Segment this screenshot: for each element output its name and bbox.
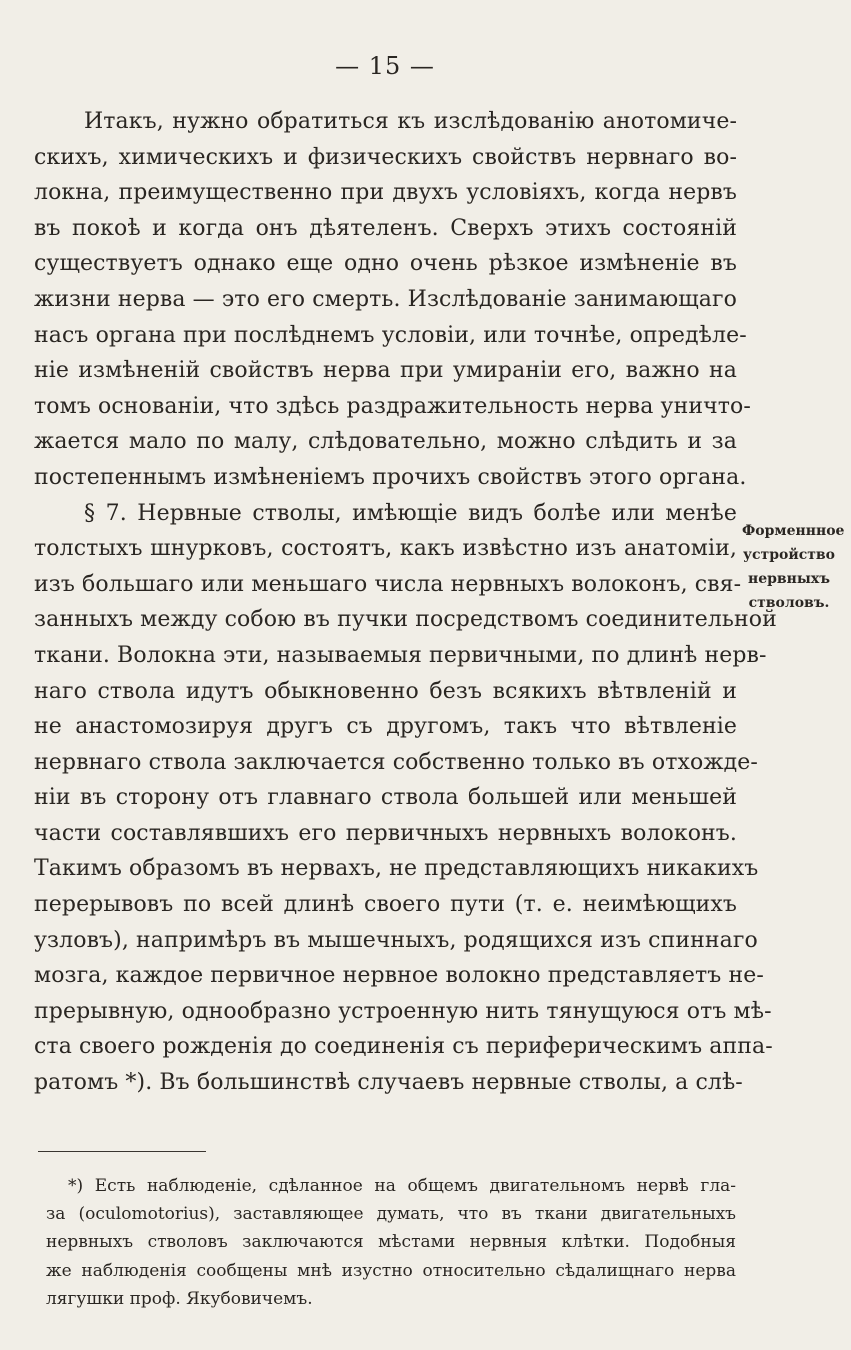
text-line: локна, преимущественно при двухъ условіяхъ, когда нервъ xyxy=(34,180,737,206)
footnote-line: *) Есть наблюденіе, сдѣланное на общемъ двигательномъ нервѣ гла- xyxy=(68,1176,736,1196)
text-line: мозга, каждое первичное нервное волокно представляетъ не- xyxy=(34,963,764,989)
margin-note-line: стволовъ. xyxy=(748,595,830,611)
footnote-line: лягушки проф. Якубовичемъ. xyxy=(46,1288,313,1309)
text-line: занныхъ между собою въ пучки посредствомъ соединительной xyxy=(34,607,777,633)
footnote xyxy=(46,1172,736,1313)
margin-note-line: нервныхъ xyxy=(747,571,831,587)
text-line: скихъ, химическихъ и физическихъ свойствъ нервнаго во- xyxy=(34,144,737,170)
footnote-divider xyxy=(38,1151,206,1152)
text-line: прерывную, однообразно устроенную нить тянущуюся отъ мѣ- xyxy=(34,998,772,1024)
text-line: жается мало по малу, слѣдовательно, можно слѣдить и за xyxy=(34,429,737,455)
text-line: § 7. Нервные стволы, имѣющіе видъ болѣе или менѣе xyxy=(84,500,737,526)
margin-note xyxy=(742,519,845,615)
text-line: ратомъ *). Въ большинствѣ случаевъ нервные стволы, а слѣ- xyxy=(34,1070,743,1096)
text-line: въ покоѣ и когда онъ дѣятеленъ. Сверхъ этихъ состояній xyxy=(34,215,737,241)
text-line: ніе измѣненій свойствъ нерва при умираніи его, важно на xyxy=(34,358,737,384)
footnote-line: же наблюденія сообщены мнѣ изустно относительно сѣдалищнаго нерва xyxy=(46,1260,736,1281)
text-line: Итакъ, нужно обратиться къ изслѣдованію анотомиче- xyxy=(84,109,737,134)
text-line: нервнаго ствола заключается собственно только въ отхожде- xyxy=(34,749,758,775)
text-line: постепеннымъ измѣненіемъ прочихъ свойствъ этого органа. xyxy=(34,464,747,490)
text-line: наго ствола идутъ обыкновенно безъ всякихъ вѣтвленій и xyxy=(34,678,737,704)
text-line: изъ большаго или меньшаго числа нервныхъ волоконъ, свя- xyxy=(34,571,742,597)
text-line: ткани. Волокна эти, называемыя первичными, по длинѣ нерв- xyxy=(34,642,767,668)
text-line: насъ органа при послѣднемъ условіи, или точнѣе, опредѣле- xyxy=(34,322,747,348)
text-line: существуетъ однако еще одно очень рѣзкое измѣненіе въ xyxy=(34,251,737,277)
main-text xyxy=(34,104,777,1101)
margin-note-line: устройство xyxy=(743,547,835,563)
footnote-line: за (oculomotorius), заставляющее думать, что въ ткани двигательныхъ xyxy=(46,1204,736,1225)
text-line: Такимъ образомъ въ нервахъ, не представляющихъ никакихъ xyxy=(34,856,759,882)
text-line: узловъ), напримѣръ въ мышечныхъ, родящихся изъ спиннаго xyxy=(34,927,758,953)
footnote-line: нервныхъ стволовъ заключаются мѣстами нервныя клѣтки. Подобныя xyxy=(46,1232,736,1253)
page-number: — 15 — xyxy=(335,52,435,80)
text-line: ніи въ сторону отъ главнаго ствола большей или меньшей xyxy=(34,785,737,811)
text-line: перерывовъ по всей длинѣ своего пути (т. е. неимѣющихъ xyxy=(34,892,737,918)
text-line: ста своего рожденія до соединенія съ периферическимъ аппа- xyxy=(34,1034,773,1060)
margin-note-line: Форменнное xyxy=(742,523,845,539)
text-line: толстыхъ шнурковъ, состоятъ, какъ извѣстно изъ анатоміи, xyxy=(34,536,737,562)
text-line: жизни нерва — это его смерть. Изслѣдованіе занимающаго xyxy=(34,286,737,312)
text-line: части составлявшихъ его первичныхъ нервныхъ волоконъ. xyxy=(34,820,737,846)
text-line: не анастомозируя другъ съ другомъ, такъ что вѣтвленіе xyxy=(34,714,737,740)
text-line: томъ основаніи, что здѣсь раздражительность нерва уничто- xyxy=(34,393,751,419)
